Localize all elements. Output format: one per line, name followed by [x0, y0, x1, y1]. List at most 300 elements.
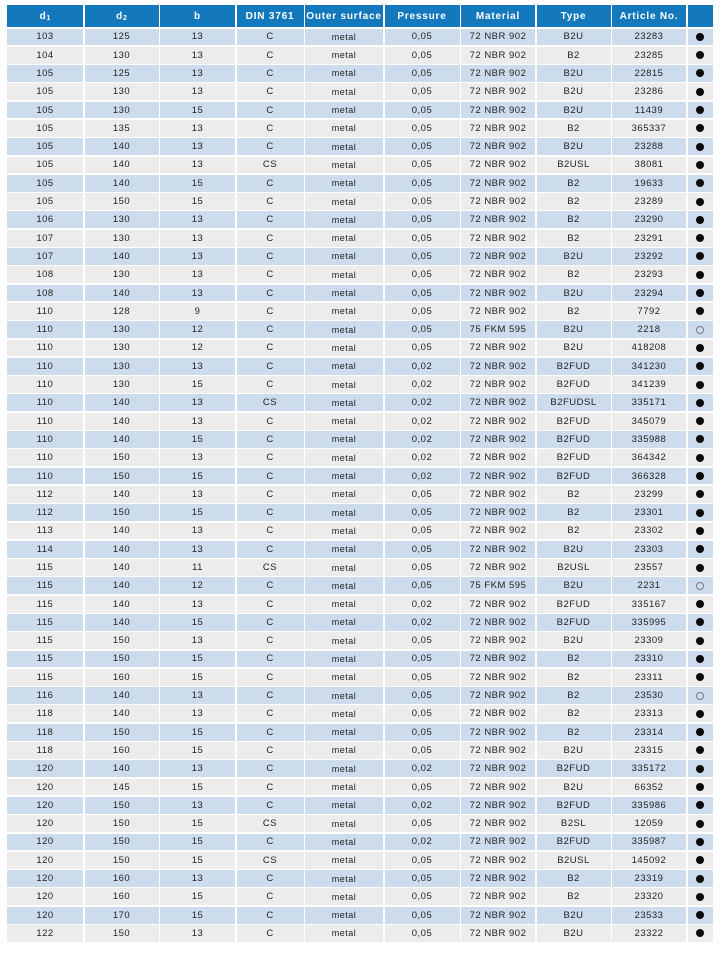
cell-b: 15: [160, 504, 235, 521]
cell-outer_surface: metal: [305, 248, 383, 265]
cell-availability: [688, 742, 713, 759]
cell-d2: 130: [85, 47, 159, 64]
cell-din: C: [237, 376, 304, 393]
filled-dot-icon: [696, 234, 704, 242]
cell-type: B2: [537, 523, 611, 540]
cell-material: 72 NBR 902: [461, 797, 535, 814]
table-row: [7, 83, 713, 100]
cell-material: 72 NBR 902: [461, 541, 535, 558]
cell-material: 72 NBR 902: [461, 669, 535, 686]
cell-material: 72 NBR 902: [461, 486, 535, 503]
cell-availability: [688, 285, 713, 302]
cell-article_no: 23313: [612, 705, 686, 722]
cell-availability: [688, 907, 713, 924]
cell-d1: 116: [7, 687, 83, 704]
cell-outer_surface: metal: [305, 486, 383, 503]
cell-article_no: 23303: [612, 541, 686, 558]
cell-pressure: 0,05: [385, 815, 460, 832]
cell-din: C: [237, 358, 304, 375]
cell-outer_surface: metal: [305, 266, 383, 283]
cell-d1: 110: [7, 303, 83, 320]
cell-b: 13: [160, 65, 235, 82]
cell-pressure: 0,05: [385, 29, 460, 46]
cell-d1: 110: [7, 431, 83, 448]
column-header-b: [160, 5, 235, 27]
cell-din: C: [237, 541, 304, 558]
cell-article_no: 418208: [612, 340, 686, 357]
cell-type: B2FUD: [537, 760, 611, 777]
cell-d1: 108: [7, 266, 83, 283]
cell-b: 15: [160, 907, 235, 924]
cell-availability: [688, 468, 713, 485]
cell-type: B2: [537, 47, 611, 64]
table-row: [7, 925, 713, 942]
cell-material: 72 NBR 902: [461, 815, 535, 832]
cell-type: B2U: [537, 83, 611, 100]
cell-availability: [688, 138, 713, 155]
cell-b: 12: [160, 340, 235, 357]
cell-material: 72 NBR 902: [461, 449, 535, 466]
cell-din: CS: [237, 394, 304, 411]
cell-pressure: 0,02: [385, 760, 460, 777]
cell-outer_surface: metal: [305, 541, 383, 558]
cell-d2: 140: [85, 413, 159, 430]
cell-d2: 150: [85, 797, 159, 814]
cell-availability: [688, 266, 713, 283]
column-header-availability: [688, 5, 713, 27]
cell-d2: 150: [85, 468, 159, 485]
cell-availability: [688, 925, 713, 942]
cell-pressure: 0,05: [385, 47, 460, 64]
cell-material: 72 NBR 902: [461, 120, 535, 137]
cell-d2: 160: [85, 742, 159, 759]
table-row: [7, 449, 713, 466]
cell-article_no: 23319: [612, 870, 686, 887]
cell-article_no: 19633: [612, 175, 686, 192]
cell-d2: 140: [85, 559, 159, 576]
cell-din: C: [237, 669, 304, 686]
cell-b: 15: [160, 815, 235, 832]
cell-b: 13: [160, 486, 235, 503]
cell-outer_surface: metal: [305, 358, 383, 375]
cell-d2: 145: [85, 779, 159, 796]
cell-outer_surface: metal: [305, 815, 383, 832]
filled-dot-icon: [696, 856, 704, 864]
cell-pressure: 0,05: [385, 303, 460, 320]
filled-dot-icon: [696, 545, 704, 553]
cell-pressure: 0,05: [385, 193, 460, 210]
cell-article_no: 145092: [612, 852, 686, 869]
cell-d2: 130: [85, 340, 159, 357]
cell-d2: 130: [85, 321, 159, 338]
cell-din: C: [237, 321, 304, 338]
cell-din: C: [237, 449, 304, 466]
table-row: [7, 321, 713, 338]
cell-d1: 115: [7, 559, 83, 576]
cell-type: B2: [537, 120, 611, 137]
table-row: [7, 394, 713, 411]
cell-pressure: 0,05: [385, 687, 460, 704]
cell-material: 72 NBR 902: [461, 596, 535, 613]
cell-d2: 160: [85, 870, 159, 887]
cell-din: C: [237, 102, 304, 119]
cell-pressure: 0,05: [385, 504, 460, 521]
cell-b: 13: [160, 925, 235, 942]
cell-d2: 150: [85, 504, 159, 521]
cell-d2: 140: [85, 248, 159, 265]
table-row: [7, 724, 713, 741]
cell-d2: 130: [85, 376, 159, 393]
cell-availability: [688, 65, 713, 82]
table-row: [7, 541, 713, 558]
cell-pressure: 0,05: [385, 486, 460, 503]
cell-d2: 135: [85, 120, 159, 137]
cell-availability: [688, 577, 713, 594]
cell-d2: 130: [85, 211, 159, 228]
cell-outer_surface: metal: [305, 175, 383, 192]
cell-article_no: 23294: [612, 285, 686, 302]
cell-article_no: 345079: [612, 413, 686, 430]
cell-b: 13: [160, 687, 235, 704]
cell-article_no: 335995: [612, 614, 686, 631]
cell-pressure: 0,05: [385, 742, 460, 759]
cell-article_no: 7792: [612, 303, 686, 320]
table-row: [7, 742, 713, 759]
cell-d2: 150: [85, 449, 159, 466]
cell-type: B2U: [537, 29, 611, 46]
cell-material: 72 NBR 902: [461, 907, 535, 924]
cell-pressure: 0,05: [385, 724, 460, 741]
cell-b: 13: [160, 157, 235, 174]
table-row: [7, 157, 713, 174]
cell-availability: [688, 394, 713, 411]
cell-outer_surface: metal: [305, 468, 383, 485]
cell-article_no: 66352: [612, 779, 686, 796]
cell-b: 13: [160, 285, 235, 302]
cell-material: 72 NBR 902: [461, 523, 535, 540]
cell-material: 72 NBR 902: [461, 431, 535, 448]
cell-din: C: [237, 888, 304, 905]
cell-pressure: 0,05: [385, 230, 460, 247]
cell-pressure: 0,05: [385, 651, 460, 668]
cell-material: 72 NBR 902: [461, 285, 535, 302]
filled-dot-icon: [696, 161, 704, 169]
table-row: [7, 779, 713, 796]
cell-din: C: [237, 303, 304, 320]
column-header-d1: [7, 5, 83, 27]
cell-d2: 170: [85, 907, 159, 924]
open-dot-icon: [696, 326, 704, 334]
cell-material: 72 NBR 902: [461, 230, 535, 247]
cell-b: 15: [160, 614, 235, 631]
cell-availability: [688, 431, 713, 448]
cell-d2: 140: [85, 486, 159, 503]
cell-d2: 140: [85, 577, 159, 594]
cell-pressure: 0,02: [385, 394, 460, 411]
cell-outer_surface: metal: [305, 669, 383, 686]
cell-article_no: 23288: [612, 138, 686, 155]
cell-material: 72 NBR 902: [461, 193, 535, 210]
cell-b: 15: [160, 431, 235, 448]
cell-b: 15: [160, 724, 235, 741]
cell-d2: 150: [85, 852, 159, 869]
cell-din: C: [237, 705, 304, 722]
cell-availability: [688, 632, 713, 649]
cell-d2: 150: [85, 724, 159, 741]
table-row: [7, 559, 713, 576]
cell-availability: [688, 523, 713, 540]
cell-type: B2U: [537, 65, 611, 82]
cell-article_no: 23302: [612, 523, 686, 540]
cell-outer_surface: metal: [305, 120, 383, 137]
table-body: [7, 29, 713, 942]
cell-type: B2: [537, 651, 611, 668]
cell-material: 72 NBR 902: [461, 175, 535, 192]
filled-dot-icon: [696, 472, 704, 480]
cell-outer_surface: metal: [305, 632, 383, 649]
cell-material: 72 NBR 902: [461, 83, 535, 100]
filled-dot-icon: [696, 216, 704, 224]
table-row: [7, 340, 713, 357]
cell-type: B2FUD: [537, 413, 611, 430]
cell-type: B2FUD: [537, 449, 611, 466]
cell-article_no: 364342: [612, 449, 686, 466]
cell-din: C: [237, 632, 304, 649]
cell-din: C: [237, 907, 304, 924]
cell-pressure: 0,02: [385, 449, 460, 466]
cell-availability: [688, 340, 713, 357]
cell-d1: 120: [7, 797, 83, 814]
cell-d1: 110: [7, 413, 83, 430]
column-header-label: Outer surface: [306, 10, 382, 22]
cell-pressure: 0,05: [385, 65, 460, 82]
column-header-material: [461, 5, 535, 27]
cell-material: 72 NBR 902: [461, 632, 535, 649]
cell-article_no: 23292: [612, 248, 686, 265]
cell-b: 13: [160, 870, 235, 887]
cell-material: 72 NBR 902: [461, 687, 535, 704]
cell-availability: [688, 779, 713, 796]
cell-article_no: 23285: [612, 47, 686, 64]
cell-pressure: 0,05: [385, 285, 460, 302]
cell-d1: 105: [7, 138, 83, 155]
cell-availability: [688, 358, 713, 375]
cell-din: C: [237, 83, 304, 100]
open-dot-icon: [696, 692, 704, 700]
cell-din: CS: [237, 559, 304, 576]
cell-material: 72 NBR 902: [461, 888, 535, 905]
cell-outer_surface: metal: [305, 65, 383, 82]
cell-din: C: [237, 742, 304, 759]
cell-din: C: [237, 413, 304, 430]
cell-type: B2: [537, 211, 611, 228]
cell-pressure: 0,02: [385, 376, 460, 393]
cell-d2: 150: [85, 193, 159, 210]
cell-d2: 128: [85, 303, 159, 320]
cell-d1: 122: [7, 925, 83, 942]
cell-type: B2: [537, 504, 611, 521]
cell-din: C: [237, 431, 304, 448]
cell-availability: [688, 669, 713, 686]
cell-outer_surface: metal: [305, 47, 383, 64]
cell-din: C: [237, 760, 304, 777]
cell-d1: 112: [7, 486, 83, 503]
cell-material: 72 NBR 902: [461, 340, 535, 357]
cell-article_no: 23533: [612, 907, 686, 924]
cell-outer_surface: metal: [305, 907, 383, 924]
cell-article_no: 23290: [612, 211, 686, 228]
cell-d1: 105: [7, 65, 83, 82]
filled-dot-icon: [696, 88, 704, 96]
cell-article_no: 335987: [612, 834, 686, 851]
cell-d1: 105: [7, 120, 83, 137]
cell-d1: 110: [7, 321, 83, 338]
cell-article_no: 335167: [612, 596, 686, 613]
cell-type: B2U: [537, 138, 611, 155]
filled-dot-icon: [696, 765, 704, 773]
cell-material: 72 NBR 902: [461, 102, 535, 119]
filled-dot-icon: [696, 106, 704, 114]
cell-din: C: [237, 870, 304, 887]
cell-pressure: 0,05: [385, 321, 460, 338]
cell-availability: [688, 120, 713, 137]
cell-availability: [688, 614, 713, 631]
cell-material: 72 NBR 902: [461, 65, 535, 82]
cell-material: 72 NBR 902: [461, 870, 535, 887]
cell-article_no: 2231: [612, 577, 686, 594]
cell-type: B2U: [537, 285, 611, 302]
cell-d1: 120: [7, 779, 83, 796]
cell-article_no: 23309: [612, 632, 686, 649]
cell-din: C: [237, 797, 304, 814]
column-header-outer_surface: [305, 5, 383, 27]
cell-material: 72 NBR 902: [461, 852, 535, 869]
cell-din: C: [237, 596, 304, 613]
filled-dot-icon: [696, 527, 704, 535]
cell-material: 72 NBR 902: [461, 303, 535, 320]
cell-pressure: 0,05: [385, 925, 460, 942]
table-row: [7, 413, 713, 430]
cell-outer_surface: metal: [305, 29, 383, 46]
cell-availability: [688, 230, 713, 247]
cell-type: B2FUD: [537, 596, 611, 613]
cell-material: 72 NBR 902: [461, 248, 535, 265]
cell-din: C: [237, 285, 304, 302]
cell-article_no: 335988: [612, 431, 686, 448]
column-header-type: [537, 5, 611, 27]
cell-type: B2USL: [537, 157, 611, 174]
cell-d2: 140: [85, 760, 159, 777]
cell-b: 13: [160, 632, 235, 649]
filled-dot-icon: [696, 911, 704, 919]
cell-d2: 140: [85, 394, 159, 411]
cell-d1: 120: [7, 907, 83, 924]
cell-material: 72 NBR 902: [461, 394, 535, 411]
cell-d1: 115: [7, 577, 83, 594]
cell-availability: [688, 486, 713, 503]
cell-outer_surface: metal: [305, 523, 383, 540]
filled-dot-icon: [696, 51, 704, 59]
cell-pressure: 0,02: [385, 596, 460, 613]
table-row: [7, 431, 713, 448]
cell-article_no: 366328: [612, 468, 686, 485]
filled-dot-icon: [696, 362, 704, 370]
filled-dot-icon: [696, 399, 704, 407]
table-row: [7, 614, 713, 631]
cell-pressure: 0,05: [385, 705, 460, 722]
filled-dot-icon: [696, 289, 704, 297]
cell-din: C: [237, 193, 304, 210]
cell-pressure: 0,05: [385, 632, 460, 649]
cell-b: 13: [160, 29, 235, 46]
cell-b: 15: [160, 193, 235, 210]
cell-outer_surface: metal: [305, 651, 383, 668]
cell-availability: [688, 541, 713, 558]
cell-pressure: 0,05: [385, 541, 460, 558]
cell-d1: 104: [7, 47, 83, 64]
cell-din: C: [237, 138, 304, 155]
cell-d1: 115: [7, 651, 83, 668]
cell-b: 13: [160, 394, 235, 411]
table-row: [7, 285, 713, 302]
cell-outer_surface: metal: [305, 596, 383, 613]
cell-d2: 130: [85, 266, 159, 283]
cell-outer_surface: metal: [305, 687, 383, 704]
cell-pressure: 0,02: [385, 834, 460, 851]
column-header-d2: [85, 5, 159, 27]
cell-outer_surface: metal: [305, 614, 383, 631]
filled-dot-icon: [696, 673, 704, 681]
cell-outer_surface: metal: [305, 303, 383, 320]
cell-article_no: 23314: [612, 724, 686, 741]
filled-dot-icon: [696, 600, 704, 608]
cell-d1: 113: [7, 523, 83, 540]
cell-b: 13: [160, 705, 235, 722]
table-row: [7, 834, 713, 851]
cell-article_no: 23315: [612, 742, 686, 759]
table-row: [7, 376, 713, 393]
cell-din: C: [237, 340, 304, 357]
cell-b: 13: [160, 413, 235, 430]
cell-type: B2FUD: [537, 834, 611, 851]
table-row: [7, 797, 713, 814]
cell-d2: 130: [85, 230, 159, 247]
filled-dot-icon: [696, 33, 704, 41]
table-row: [7, 175, 713, 192]
filled-dot-icon: [696, 728, 704, 736]
cell-b: 13: [160, 138, 235, 155]
cell-d2: 160: [85, 888, 159, 905]
filled-dot-icon: [696, 820, 704, 828]
cell-material: 72 NBR 902: [461, 358, 535, 375]
cell-outer_surface: metal: [305, 211, 383, 228]
cell-outer_surface: metal: [305, 888, 383, 905]
cell-d1: 107: [7, 230, 83, 247]
cell-pressure: 0,02: [385, 358, 460, 375]
cell-availability: [688, 760, 713, 777]
cell-b: 15: [160, 852, 235, 869]
table-row: [7, 65, 713, 82]
cell-outer_surface: metal: [305, 157, 383, 174]
filled-dot-icon: [696, 381, 704, 389]
cell-type: B2: [537, 724, 611, 741]
cell-availability: [688, 852, 713, 869]
filled-dot-icon: [696, 929, 704, 937]
cell-type: B2SL: [537, 815, 611, 832]
cell-d1: 120: [7, 888, 83, 905]
cell-material: 72 NBR 902: [461, 29, 535, 46]
cell-availability: [688, 157, 713, 174]
